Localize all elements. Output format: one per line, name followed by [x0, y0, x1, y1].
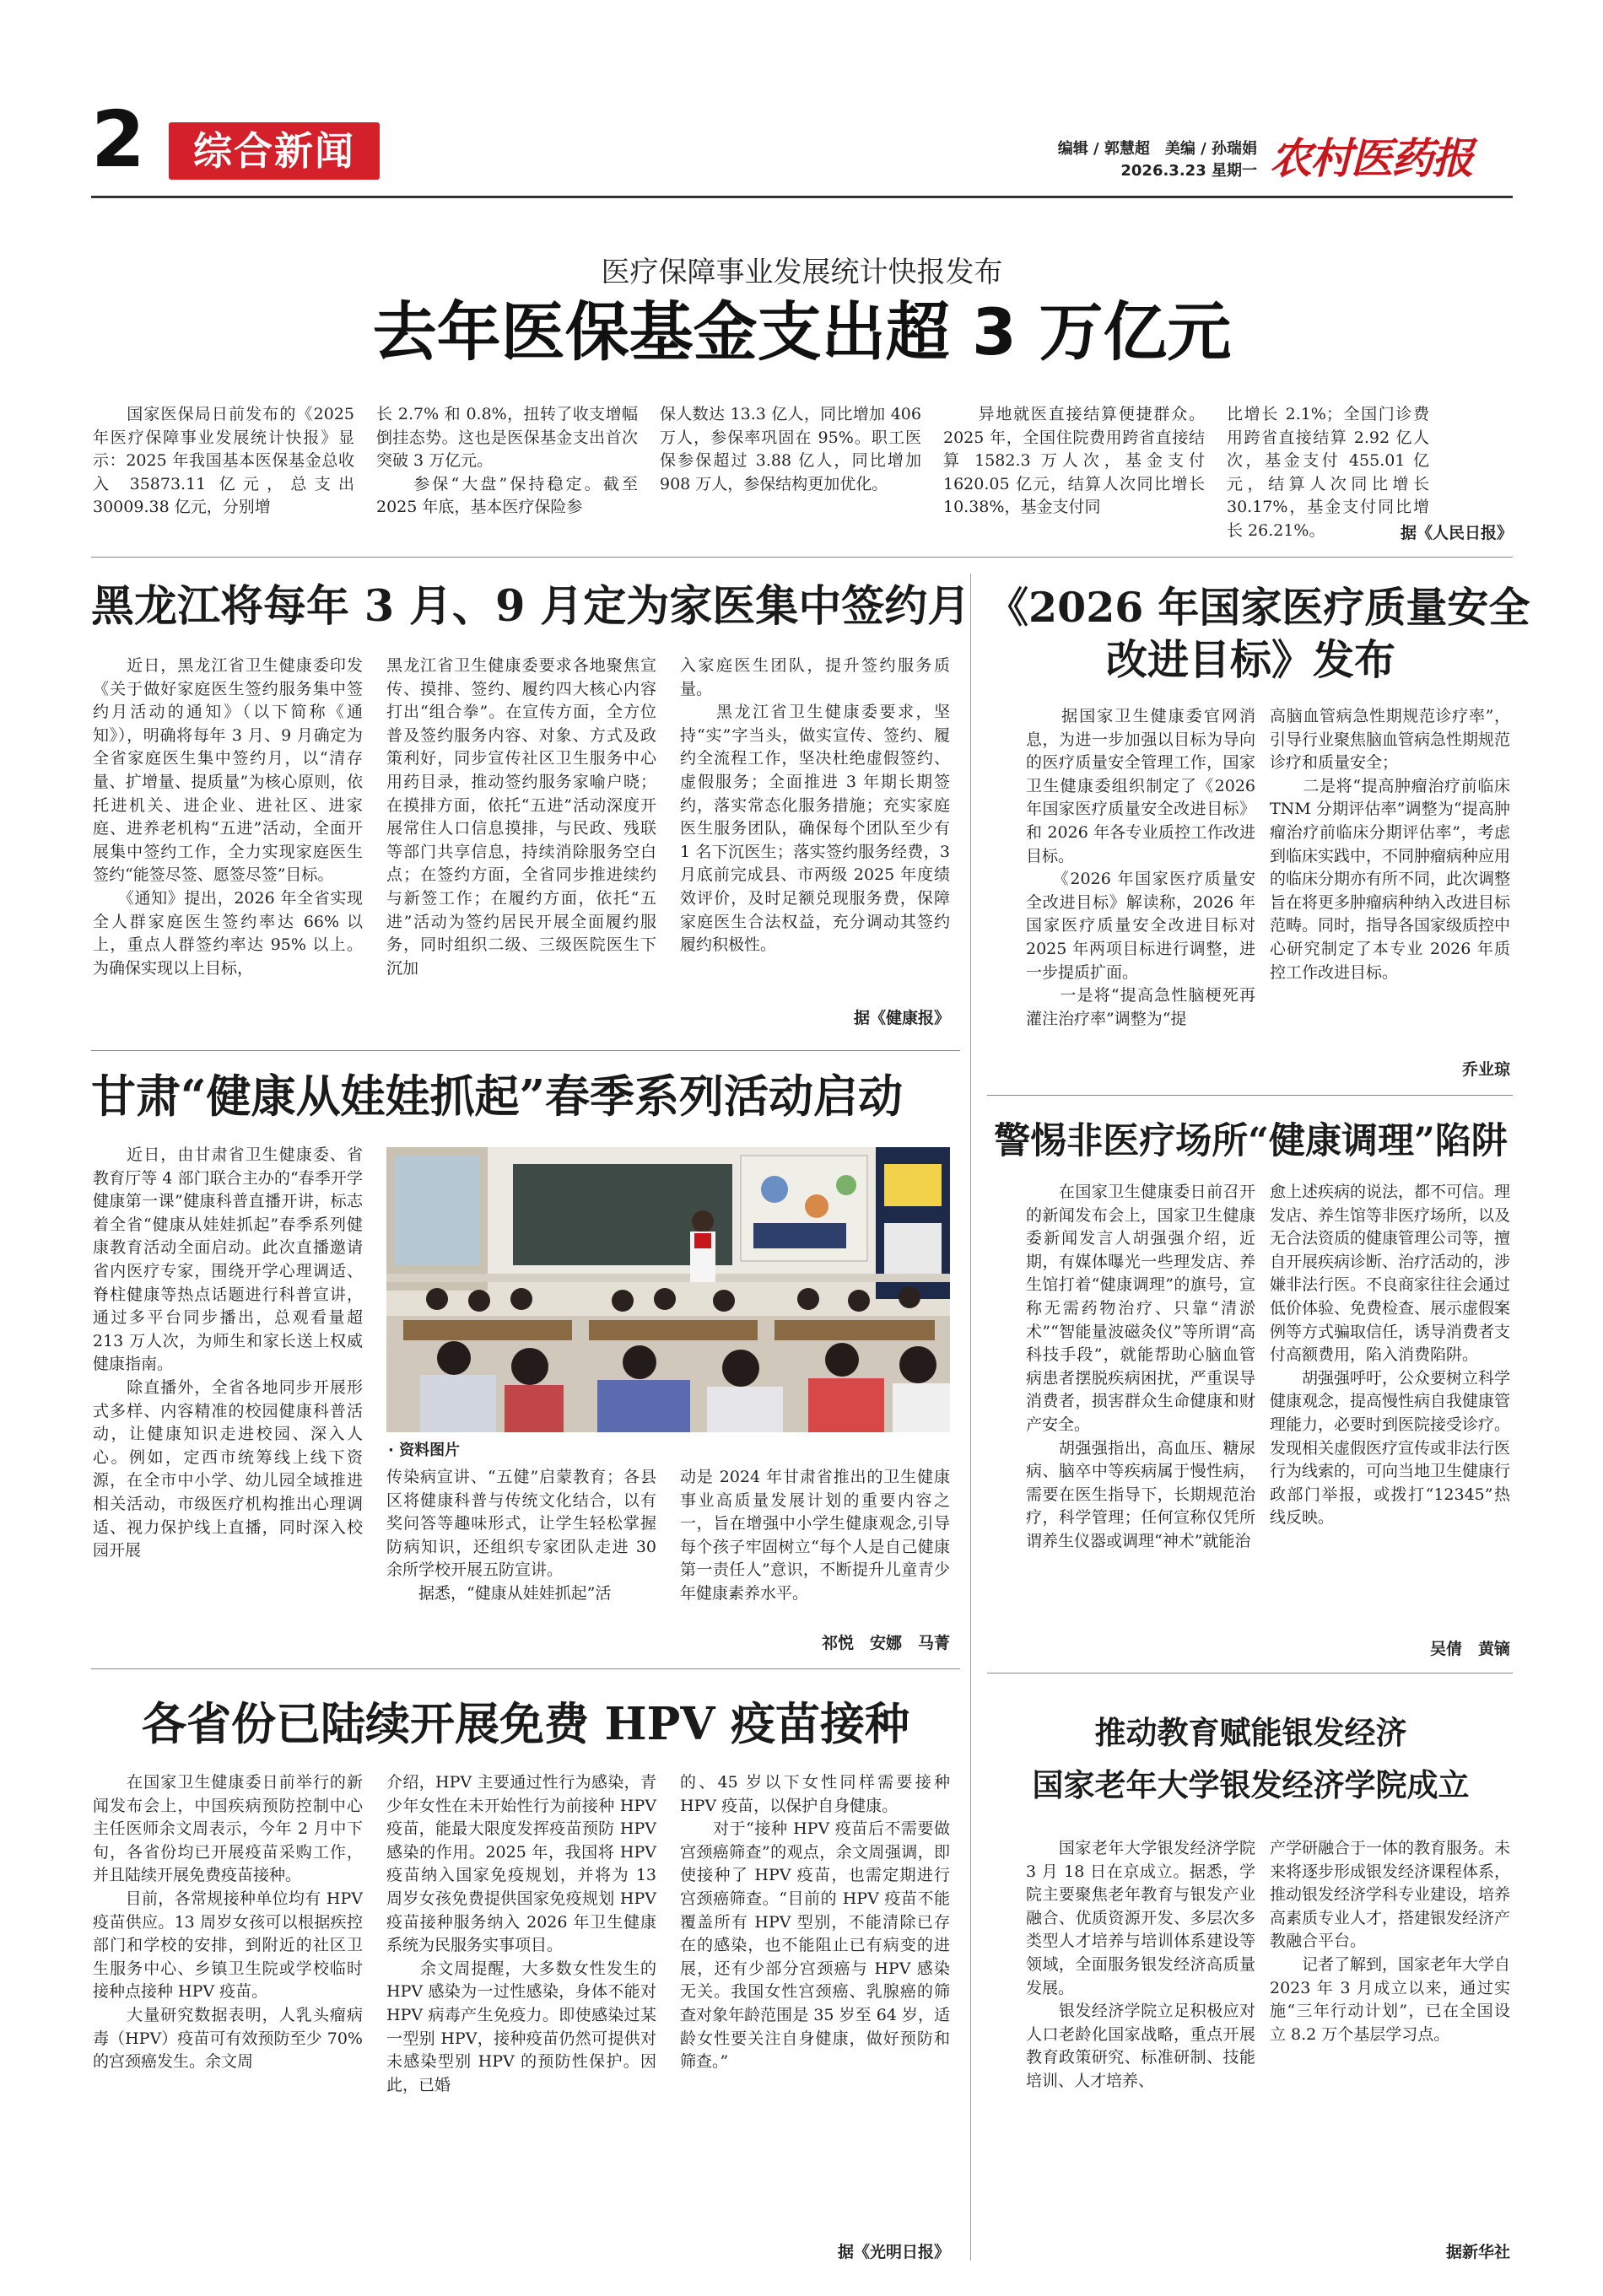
- hpv-column-1: 在国家卫生健康委日前举行的新闻发布会上，中国疾病预防控制中心主任医师余文周表示，今年 2 月中下旬，各省份均已开展疫苗采购工作，并且陆续开展免费疫苗接种。 目前，各常规接种单位均有 HPV 疫苗供应。13 周岁女孩可以根据疾控部门和学校的安排，到附近的社区卫生服务中心、乡镇卫生院或学校临时接种点接种 HPV 疫苗。 大量研究数据表明，人乳头瘤病毒（HPV）疫苗可有效预防至少 70% 的宫颈癌发生。余文周: [93, 1773, 363, 2072]
- heilongjiang-column-3: 入家庭医生团队，提升签约服务质量。 黑龙江省卫生健康委要求，坚持“实”字当头，做实宣传、签约、履约全流程工作，坚决杜绝虚假签约、虚假服务；全面推进 3 年期长期签约，落实常态化服务措施；充实家庭医生服务团队，确保每个团队至少有 1 名下沉医生；落实签约服务经费，3 月底前完成县、市两级 2025 年度绩效评价，及时足额兑现服务费，保障家庭医生合法权益，充分调动其签约履约积极性。: [680, 656, 950, 955]
- lead-column-3: 保人数达 13.3 亿人，同比增加 406 万人，参保率巩固在 95%。职工医保参保超过 3.88 亿人，同比增加 908 万人，参保结构更加优化。: [660, 405, 921, 493]
- classroom-illustration: [386, 1147, 950, 1432]
- gansu-left-column: 近日，由甘肃省卫生健康委、省教育厅等 4 部门联合主办的“春季开学健康第一课”健康科普直播开讲，标志着全省“健康从娃娃抓起”春季系列健康教育活动全面启动。此次直播邀请省内医疗专家，围绕开学心理调适、脊柱健康等热点话题进行科普宣讲，通过多平台同步播出，总观看量超 213 万人次，为师生和家长送上权威健康指南。 除直播外，全省各地同步开展形式多样、内容精准的校园健康科普活动，让健康知识走进校园、深入人心。例如，定西市统筹线上线下资源，在全市中小学、幼儿园全域推进相关活动，市级医疗机构推出心理调适、视力保护线上直播，同时深入校园开展: [93, 1145, 363, 1560]
- hpv-headline: 各省份已陆续开展免费 HPV 疫苗接种: [142, 1698, 909, 1750]
- hpv-source: 据《光明日报》: [837, 2243, 950, 2261]
- heilongjiang-column-2: 黑龙江省卫生健康委要求各地聚焦宣传、摸排、签约、履约四大核心内容打出“组合拳”。在宣传方面，全方位普及签约服务内容、对象、方式及政策利好，同步宣传社区卫生服务中心用药目录，推动签约服务家喻户晓；在摸排方面，依托“五进”活动深度开展常住人口信息摸排，与民政、残联等部门共享信息，持续消除服务空白点；在签约方面，全省同步推进续约与新签工作；在履约方面，依托“五进”活动为签约居民开展全面履约服务，同时组织二级、三级医院医生下沉加: [386, 656, 656, 978]
- editor-credit: 编辑 / 郭慧超 美编 / 孙瑞娟: [1057, 140, 1257, 158]
- section-banner: [169, 122, 380, 180]
- healthtrap-column-2: 愈上述疾病的说法，都不可信。理发店、养生馆等非医疗场所，以及无合法资质的健康管理公司等，擅自开展疾病诊断、治疗活动的，涉嫌非法行医。不良商家往往会通过低价体验、免费检查、展示虚假案例等方式骗取信任，诱导消费者支付高额费用，陷入消费陷阱。 胡强强呼吁，公众要树立科学健康观念，提高慢性病自我健康管理能力，必要时到医院接受诊疗。发现相关虚假医疗宣传或非法行医行为线索的，可向当地卫生健康行政部门举报，或拨打“12345”热线反映。: [1270, 1183, 1511, 1528]
- lead-headline: 去年医保基金支出超 3 万亿元: [372, 294, 1232, 369]
- page-number: 2: [91, 94, 146, 185]
- gansu-column-2: 传染病宣讲、“五健”启蒙教育；各县区将健康科普与传统文化结合，以有奖问答等趣味形式，让学生轻松掌握防病知识，还组织专家团队走进 30 余所学校开展五防宣讲。 据悉，“健康从娃娃抓起”活: [386, 1468, 656, 1603]
- lead-column-4: 异地就医直接结算便捷群众。2025 年，全国住院费用跨省直接结算 1582.3 万人次，基金支付 1620.05 亿元，结算人次同比增长 10.38%，基金支付同: [943, 405, 1205, 517]
- heilongjiang-column-1: 近日，黑龙江省卫生健康委印发《关于做好家庭医生签约服务集中签约月活动的通知》（以下简称《通知》），明确将每年 3 月、9 月确定为全省家庭医生集中签约月，以“清存量、扩增量、提质量”为核心原则，依托进机关、进企业、进社区、进家庭、进养老机构“五进”活动，全面开展集中签约工作，全力实现家庭医生签约“能签尽签、愿签尽签”目标。 《通知》提出，2026 年全省实现全人群家庭医生签约率达 66% 以上，重点人群签约率达 95% 以上。为确保实现以上目标，: [93, 656, 363, 978]
- lead-bottom-rule: [91, 557, 1513, 558]
- quality-headline-line2: 改进目标》发布: [1105, 635, 1395, 684]
- gansu-column-3: 动是 2024 年甘肃省推出的卫生健康事业高质量发展计划的重要内容之一，旨在增强中小学生健康观念,引导每个孩子牢固树立“每个人是自己健康第一责任人”意识，不断提升儿童青少年健康素养水平。: [680, 1468, 950, 1603]
- classroom-photo: [386, 1147, 950, 1432]
- heilongjiang-source: 据《健康报》: [853, 1009, 950, 1027]
- gansu-headline: 甘肃“健康从娃娃抓起”春季系列活动启动: [91, 1070, 903, 1123]
- quality-bottom-rule: [987, 1095, 1513, 1096]
- photo-caption: · 资料图片: [388, 1442, 461, 1459]
- masthead: [0, 0, 1603, 185]
- hpv-column-3: 的、45 岁以下女性同样需要接种 HPV 疫苗，以保护自身健康。 对于“接种 HPV 疫苗后不需要做宫颈癌筛查”的观点，余文周强调，即使接种了 HPV 疫苗，也需定期进行宫颈癌筛查。“目前的 HPV 疫苗不能覆盖所有 HPV 型别，不能清除已存在的感染，也不能阻止已有病变的进展，还有少部分宫颈癌与 HPV 感染无关。我国女性宫颈癌、乳腺癌的筛查对象年龄范围是 35 岁至 64 岁，适龄女性要关注自身健康，做好预防和筛查。”: [680, 1773, 950, 2072]
- quality-source: 乔业琼: [1461, 1060, 1510, 1079]
- silver-headline-line1: 推动教育赋能银发经济: [1094, 1714, 1407, 1751]
- issue-date: 2026.3.23 星期一: [1120, 162, 1257, 180]
- gansu-source: 祁悦 安娜 马菁: [821, 1634, 950, 1652]
- lead-column-5: 比增长 2.1%；全国门诊费用跨省直接结算 2.92 亿人次，基金支付 455.01 亿元，结算人次同比增长 30.17%，基金支付同比增长 26.21%。: [1227, 405, 1429, 540]
- lead-column-1: 国家医保局日前发布的《2025 年医疗保障事业发展统计快报》显示：2025 年我国基本医保基金总收入 35873.11 亿元，总支出 30009.38 亿元，分别增: [93, 405, 354, 517]
- heilongjiang-bottom-rule: [91, 1050, 960, 1051]
- quality-column-1: 据国家卫生健康委官网消息，为进一步加强以目标为导向的医疗质量安全管理工作，国家卫生健康委组织制定了《2026 年国家医疗质量安全改进目标》和 2026 年各专业质控工作改进目标。 《2026 年国家医疗质量安全改进目标》解读称，2026 年国家医疗质量安全改进目标对 2025 年两项目标进行调整，进一步提质扩面。 一是将“提高急性脑梗死再灌注治疗率”调整为“提: [1026, 707, 1255, 1028]
- healthtrap-headline: 警惕非医疗场所“健康调理”陷阱: [994, 1120, 1508, 1162]
- heilongjiang-headline: 黑龙江将每年 3 月、9 月定为家医集中签约月: [91, 581, 971, 632]
- main-vertical-divider: [970, 574, 971, 2261]
- lead-column-2: 长 2.7% 和 0.8%，扭转了收支增幅倒挂态势。这也是医保基金支出首次突破 3 万亿元。 参保“大盘”保持稳定。截至 2025 年底，基本医疗保险参: [376, 405, 638, 517]
- healthtrap-column-1: 在国家卫生健康委日前召开的新闻发布会上，国家卫生健康委新闻发言人胡强强介绍，近期，有媒体曝光一些理发店、养生馆打着“健康调理”的旗号，宣称无需药物治疗、只靠“清淤术”“智能量波磁灸仪”等所谓“高科技手段”，就能帮助心脑血管病患者摆脱疾病困扰，严重误导消费者，损害群众生命健康和财产安全。 胡强强指出，高血压、糖尿病、脑卒中等疾病属于慢性病，需要在医生指导下，长期规范治疗，科学管理；任何宣称仅凭所谓养生仪器或调理“神术”就能治: [1026, 1183, 1255, 1550]
- silver-column-1: 国家老年大学银发经济学院 3 月 18 日在京成立。据悉，学院主要聚焦老年教育与银发产业融合、优质资源开发、多层次多类型人才培养与培训体系建设等领域，全面服务银发经济高质量发展。 银发经济学院立足积极应对人口老龄化国家战略，重点开展教育政策研究、标准研制、技能培训、人才培养、: [1026, 1839, 1255, 2090]
- silver-column-2: 产学研融合于一体的教育服务。未来将逐步形成银发经济课程体系，推动银发经济学科专业建设，培养高素质专业人才，搭建银发经济产教融合平台。 记者了解到，国家老年大学自 2023 年 3 月成立以来，通过实施“三年行动计划”，已在全国设立 8.2 万个基层学习点。: [1270, 1839, 1511, 2044]
- masthead-rule: [91, 196, 1513, 198]
- quality-headline-line1: 《2026 年国家医疗质量安全: [987, 583, 1530, 632]
- gansu-bottom-rule: [91, 1668, 960, 1669]
- section-label: 综合新闻: [193, 128, 355, 174]
- newspaper-logo: 农村医药报: [1270, 133, 1472, 183]
- silver-headline-line2: 国家老年大学银发经济学院成立: [1032, 1766, 1470, 1803]
- lead-kicker: 医疗保障事业发展统计快报发布: [601, 256, 1003, 289]
- hpv-column-2: 介绍，HPV 主要通过性行为感染，青少年女性在未开始性行为前接种 HPV 疫苗，能最大限度发挥疫苗预防 HPV 感染的作用。2025 年，我国将 HPV 疫苗纳入国家免疫规划，并将为 13 周岁女孩免费提供国家免疫规划 HPV 疫苗接种服务纳入 2026 年卫生健康系统为民服务实事项目。 余文周提醒，大多数女性发生的 HPV 感染为一过性感染，身体不能对 HPV 病毒产生免疫力。即使感染过某一型别 HPV，接种疫苗仍然可提供对未感染型别 HPV 的预防性保护。因此，已婚: [386, 1773, 656, 2094]
- lead-source: 据《人民日报》: [1400, 524, 1513, 542]
- quality-column-2: 高脑血管病急性期规范诊疗率”，引导行业聚焦脑血管病急性期规范诊疗和质量安全； 二是将“提高肿瘤治疗前临床 TNM 分期评估率”调整为“提高肿瘤治疗前临床分期评估率”，考虑到临床实践中，不同肿瘤病种应用的临床分期亦有所不同，此次调整旨在将更多肿瘤病种纳入改进目标范畴。同时，指导各国家级质控中心研究制定了本专业 2026 年质控工作改进目标。: [1270, 707, 1511, 982]
- silver-source: 据新华社: [1445, 2243, 1510, 2261]
- healthtrap-source: 吴倩 黄镝: [1429, 1640, 1510, 1658]
